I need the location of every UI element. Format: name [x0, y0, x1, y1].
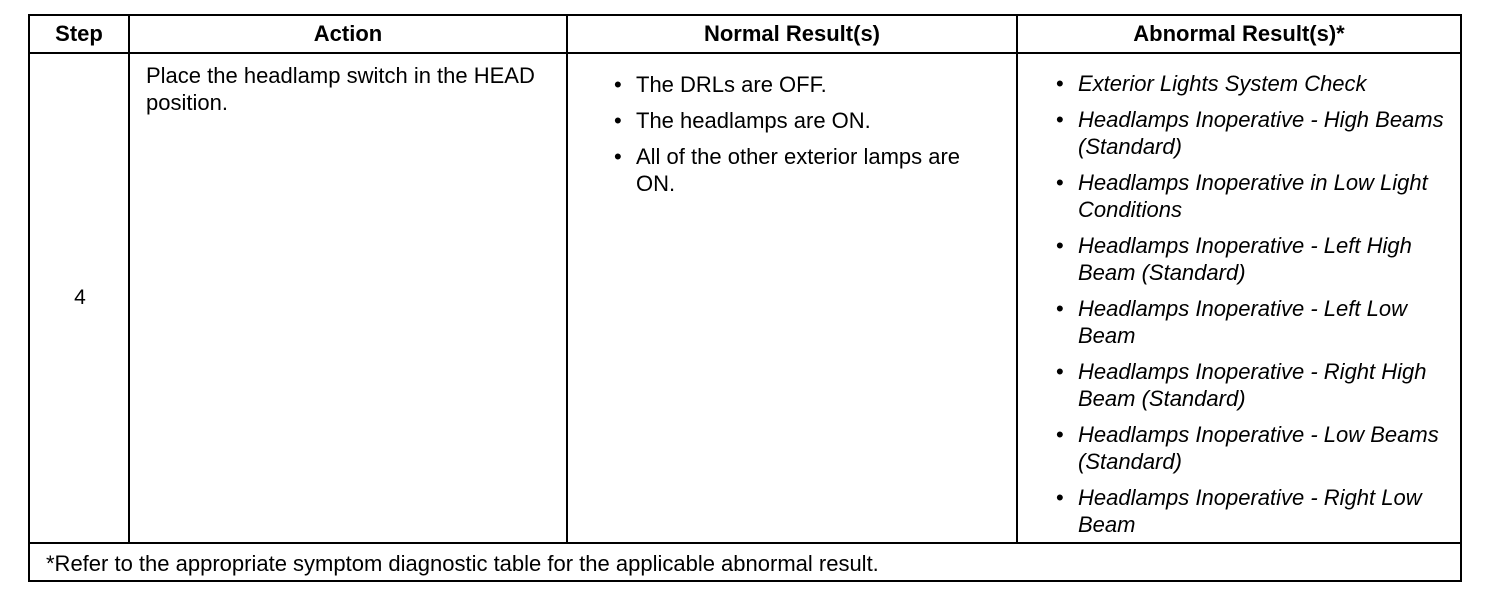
normal-result-item: • The DRLs are OFF.	[614, 72, 827, 97]
normal-results-list	[610, 71, 1000, 206]
abnormal-result-link[interactable]: • Headlamps Inoperative - High Beams (Standard)	[1056, 107, 1444, 159]
row-divider	[30, 52, 1460, 54]
header-action: Action	[313, 21, 383, 46]
column-divider	[128, 16, 130, 544]
bullet-icon: •	[614, 108, 622, 133]
abnormal-result-link[interactable]: • Headlamps Inoperative - Left High Beam (Standard)	[1056, 233, 1412, 285]
column-divider	[566, 16, 568, 544]
abnormal-result-link[interactable]: • Headlamps Inoperative - Left Low Beam	[1056, 296, 1407, 348]
action-text: Place the headlamp switch in the HEAD position.	[146, 63, 535, 115]
column-divider	[1016, 16, 1018, 544]
bullet-icon: •	[1056, 485, 1064, 510]
normal-result-item: • All of the other exterior lamps are ON.	[614, 144, 961, 196]
abnormal-result-link[interactable]: • Headlamps Inoperative - Low Beams (Standard)	[1056, 422, 1439, 474]
bullet-icon: •	[1056, 233, 1064, 258]
abnormal-results-list	[1052, 70, 1452, 547]
header-normal-results: Normal Result(s)	[703, 21, 881, 46]
abnormal-result-link[interactable]: • Headlamps Inoperative in Low Light Conditions	[1056, 170, 1428, 222]
bullet-icon: •	[1056, 170, 1064, 195]
abnormal-result-link[interactable]: • Exterior Lights System Check	[1056, 71, 1367, 96]
header-step: Step	[55, 21, 103, 46]
bullet-icon: •	[614, 72, 622, 97]
abnormal-result-link[interactable]: • Headlamps Inoperative - Right Low Beam	[1056, 485, 1422, 537]
abnormal-result-link[interactable]: • Headlamps Inoperative - Right High Beam (Standard)	[1056, 359, 1427, 411]
diagnostic-table	[28, 14, 1462, 582]
footnote: *Refer to the appropriate symptom diagnostic table for the applicable abnormal result.	[46, 551, 879, 576]
bullet-icon: •	[1056, 422, 1064, 447]
header-abnormal-results: Abnormal Result(s)*	[1133, 21, 1345, 46]
step-number: 4	[74, 286, 86, 309]
bullet-icon: •	[1056, 71, 1064, 96]
bullet-icon: •	[1056, 107, 1064, 132]
normal-result-item: • The headlamps are ON.	[614, 108, 871, 133]
bullet-icon: •	[614, 144, 622, 169]
bullet-icon: •	[1056, 296, 1064, 321]
bullet-icon: •	[1056, 359, 1064, 384]
